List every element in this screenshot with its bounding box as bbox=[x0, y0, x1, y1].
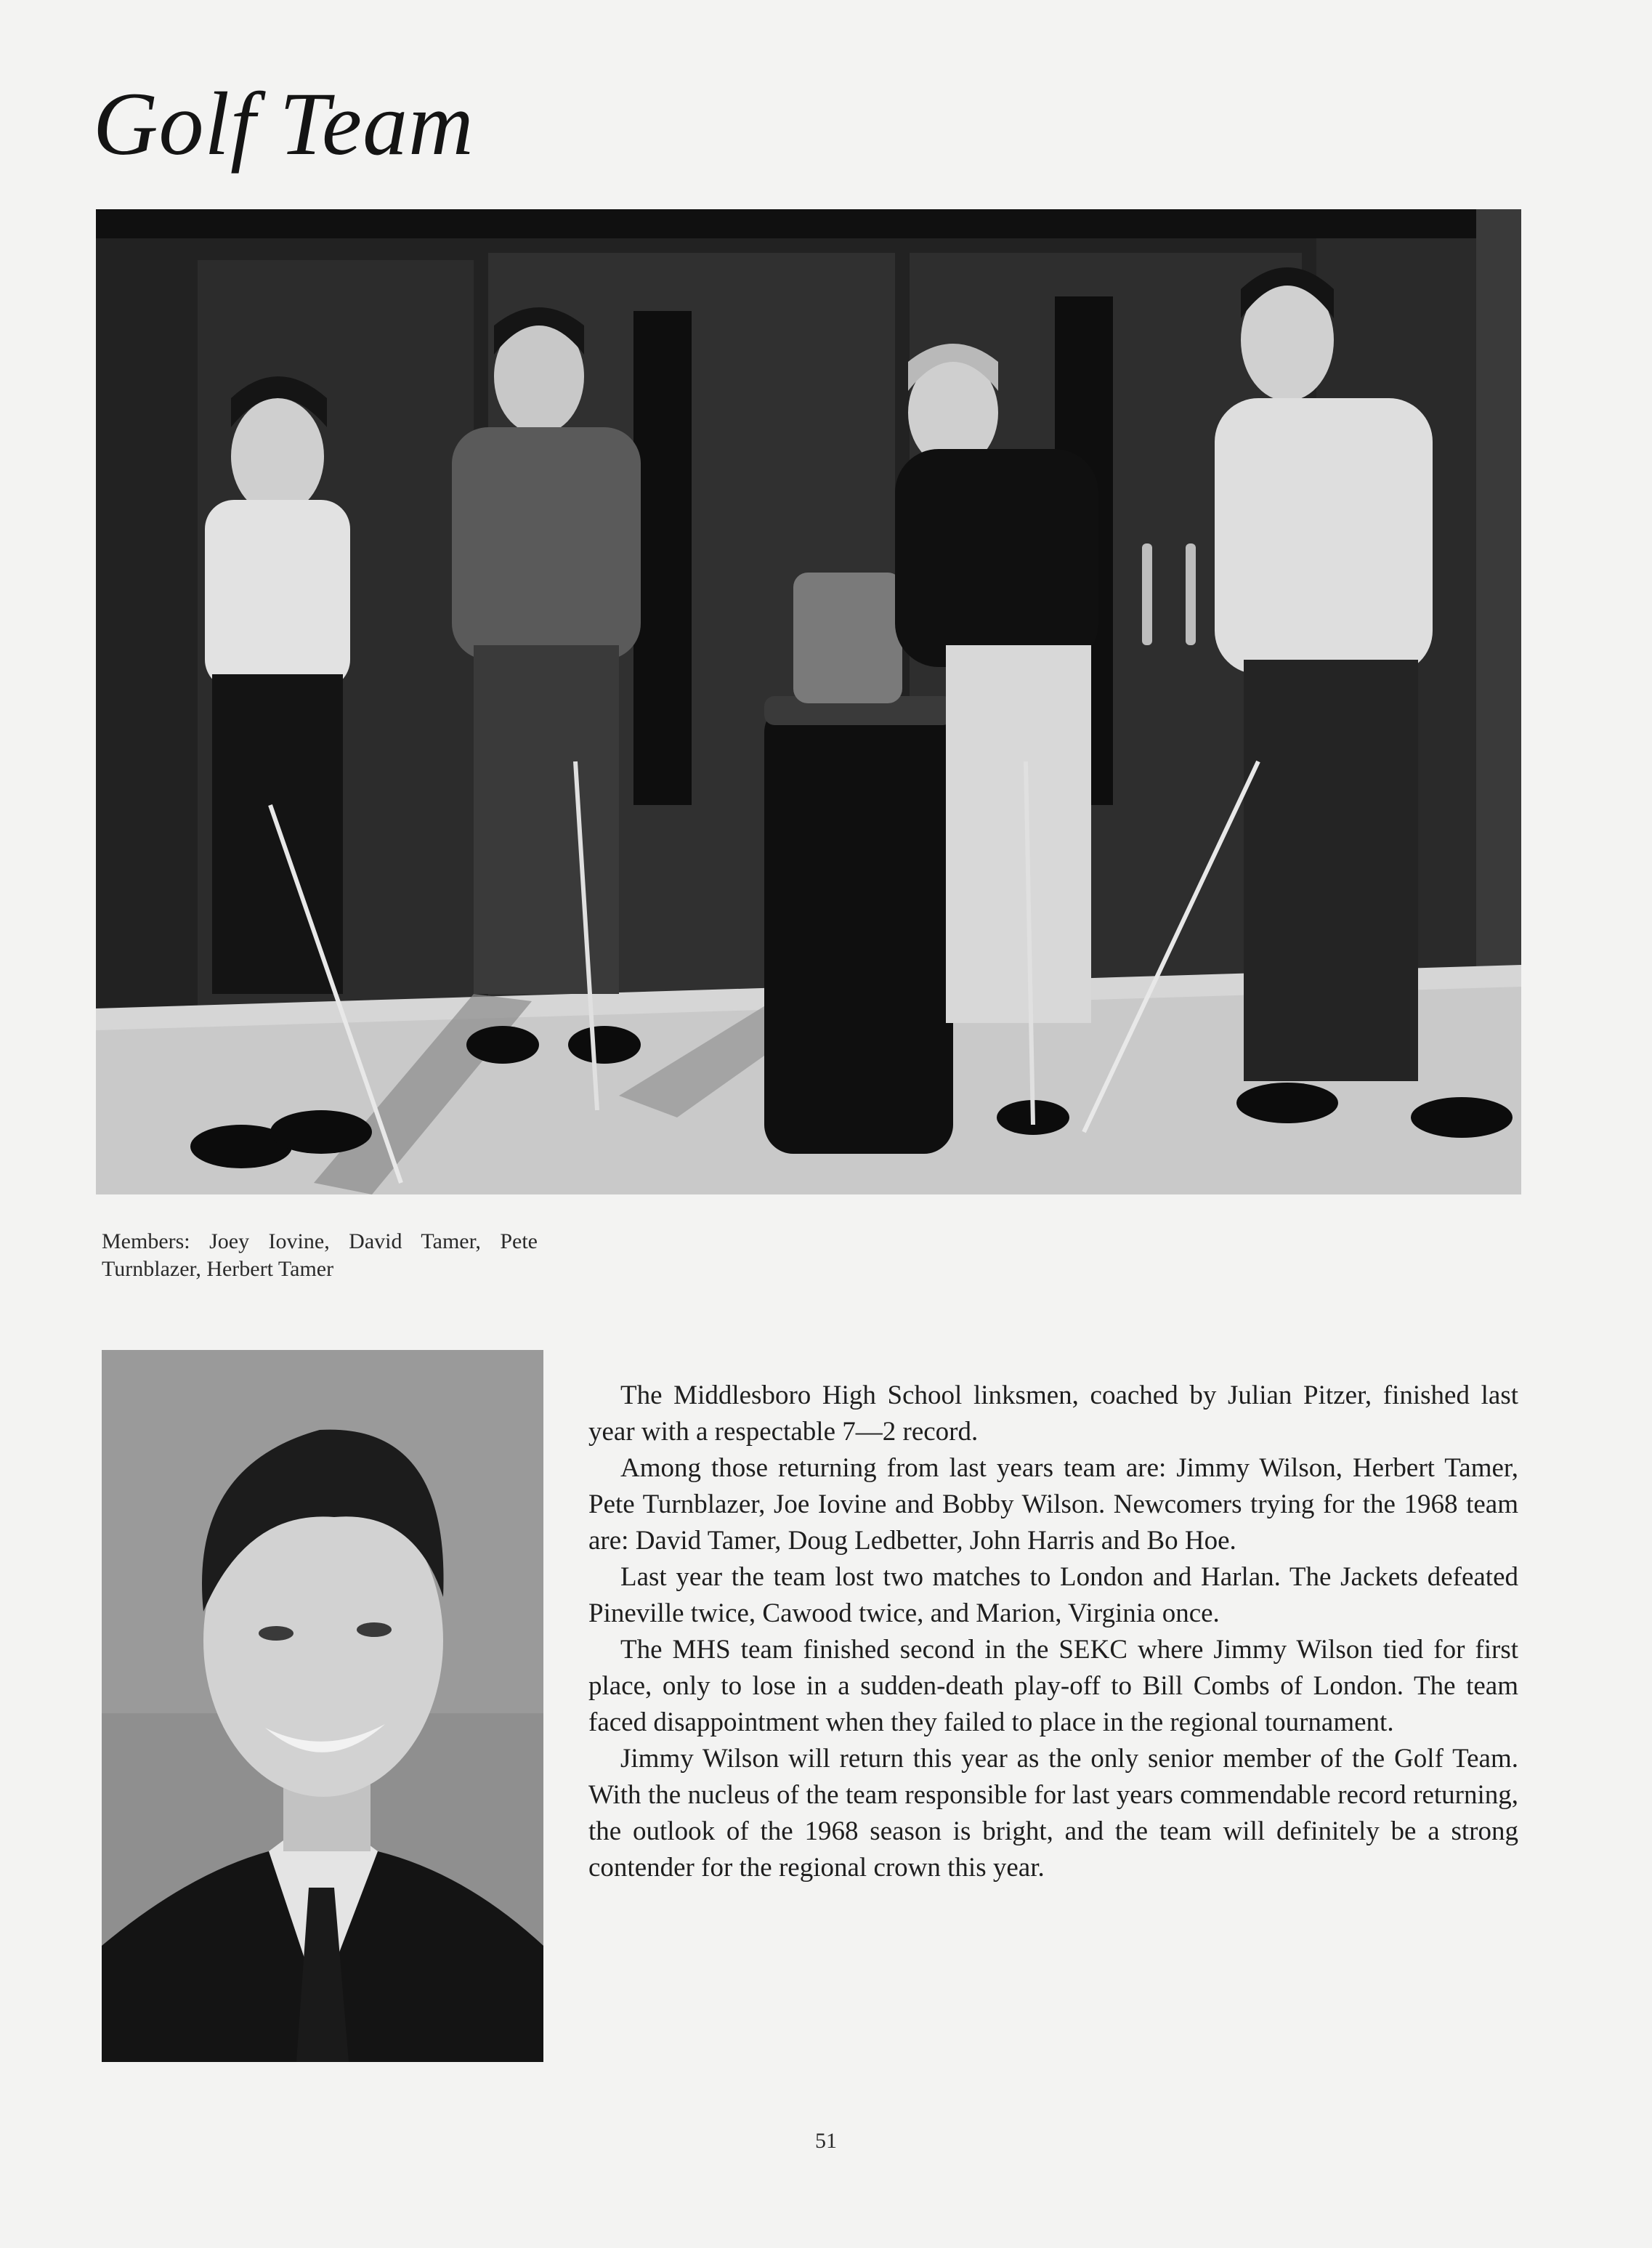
paragraph: Last year the team lost two matches to London and Harlan. The Jackets defeated Pineville twice, Cawood twice, and Marion, Virginia once. bbox=[588, 1562, 1518, 1628]
team-photo bbox=[96, 209, 1521, 1194]
page-title: Golf Team bbox=[93, 74, 474, 174]
portrait-photo bbox=[102, 1350, 543, 2062]
article-body bbox=[588, 1378, 1518, 1886]
paragraph: Jimmy Wilson will return this year as the only senior member of the Golf Team. With the nucleus of the team responsible for last years commendable record returning, the outlook of the 1968 season is bright, and the team will definitely be a strong contender for the regional crown this year. bbox=[588, 1744, 1518, 1883]
paragraph: The MHS team finished second in the SEKC where Jimmy Wilson tied for first place, only to lose in a sudden-death play-off to Bill Combs of London. The team faced disappointment when they failed to place in the regional tournament. bbox=[588, 1635, 1518, 1737]
page-number: 51 bbox=[815, 2129, 837, 2153]
paragraph: Among those returning from last years team are: Jimmy Wilson, Herbert Tamer, Pete Turnblazer, Joe Iovine and Bobby Wilson. Newcomers trying for the 1968 team are: David Tamer, Doug Ledbetter, John Harris and Bo Hoe. bbox=[588, 1453, 1518, 1556]
photo-caption: Members: Joey Iovine, David Tamer, Pete Turnblazer, Herbert Tamer bbox=[102, 1229, 538, 1281]
paragraph: The Middlesboro High School linksmen, coached by Julian Pitzer, finished last year with a respectable 7—2 record. bbox=[588, 1380, 1518, 1447]
